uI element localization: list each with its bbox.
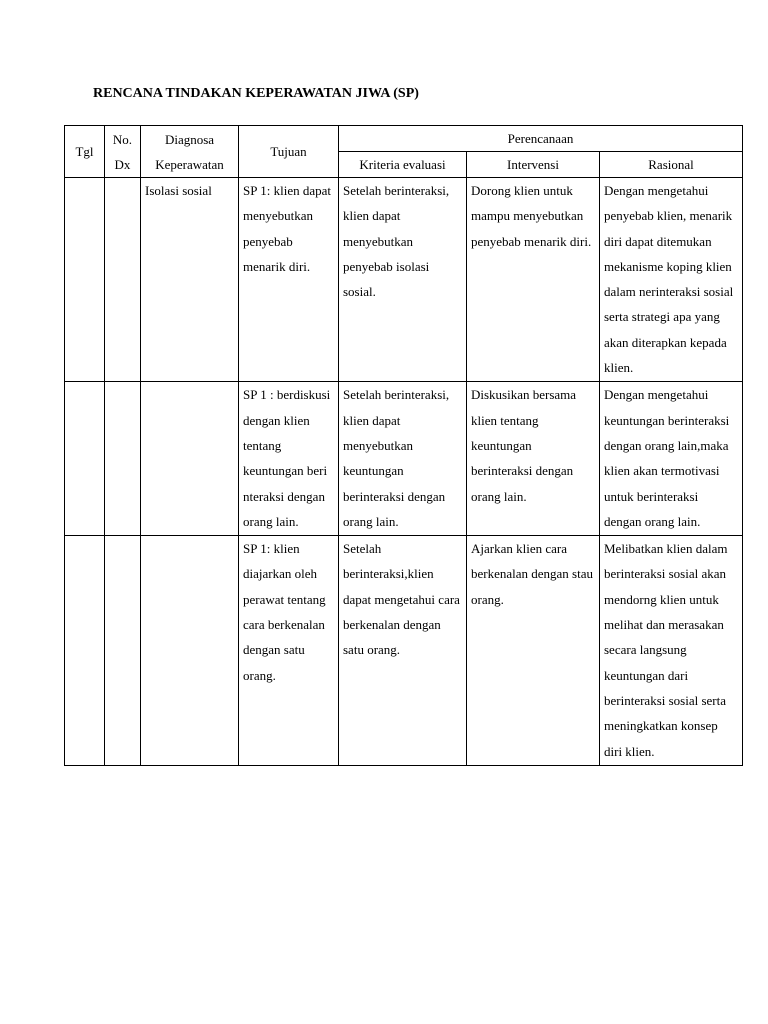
table-header — [65, 126, 743, 178]
cell-intervensi: Diskusikan bersama klien tentang keuntungan berinteraksi dengan orang lain. — [467, 382, 600, 536]
document-title: RENCANA TINDAKAN KEPERAWATAN JIWA (SP) — [93, 86, 419, 101]
cell-tujuan: SP 1 : berdiskusi dengan klien tentang keuntungan beri nteraksi dengan orang lain. — [239, 382, 339, 536]
header-diagnosa-line2: Keperawatan — [155, 156, 224, 172]
cell-diagnosa — [141, 382, 239, 536]
cell-rasional: Dengan mengetahui keuntungan berinteraksi dengan orang lain,maka klien akan termotivasi untuk berinteraksi dengan orang lain. — [600, 382, 743, 536]
cell-tgl — [65, 382, 105, 536]
header-no-dx-line1: No. — [112, 131, 133, 147]
cell-tgl — [65, 536, 105, 766]
header-no-dx — [105, 126, 141, 178]
cell-tujuan: SP 1: klien dapat menyebutkan penyebab menarik diri. — [239, 178, 339, 382]
cell-diagnosa — [141, 536, 239, 766]
header-rasional: Rasional — [600, 152, 743, 178]
header-no-dx-line2: Dx — [114, 156, 131, 172]
cell-no-dx — [105, 178, 141, 382]
cell-tgl — [65, 178, 105, 382]
header-perencanaan: Perencanaan — [339, 126, 743, 152]
cell-rasional: Melibatkan klien dalam berinteraksi sosial akan mendorng klien untuk melihat dan merasakan secara langsung keuntungan dari berinteraksi sosial serta meningkatkan konsep diri klien. — [600, 536, 743, 766]
header-tgl: Tgl — [65, 126, 105, 178]
cell-intervensi: Ajarkan klien cara berkenalan dengan stau orang. — [467, 536, 600, 766]
cell-rasional: Dengan mengetahui penyebab klien, menarik diri dapat ditemukan mekanisme koping klien dalam nerinteraksi sosial serta strategi apa yang akan diterapkan kepada klien. — [600, 178, 743, 382]
header-kriteria: Kriteria evaluasi — [339, 152, 467, 178]
cell-kriteria: Setelah berinteraksi, klien dapat menyebutkan penyebab isolasi sosial. — [339, 178, 467, 382]
care-plan-table — [64, 125, 743, 766]
header-diagnosa — [141, 126, 239, 178]
cell-kriteria: Setelah berinteraksi, klien dapat menyebutkan keuntungan berinteraksi dengan orang lain. — [339, 382, 467, 536]
header-intervensi: Intervensi — [467, 152, 600, 178]
table-row — [65, 536, 743, 766]
table-row — [65, 382, 743, 536]
cell-kriteria: Setelah berinteraksi,klien dapat mengetahui cara berkenalan dengan satu orang. — [339, 536, 467, 766]
cell-intervensi: Dorong klien untuk mampu menyebutkan penyebab menarik diri. — [467, 178, 600, 382]
header-tujuan: Tujuan — [239, 126, 339, 178]
cell-diagnosa: Isolasi sosial — [141, 178, 239, 382]
cell-no-dx — [105, 382, 141, 536]
cell-tujuan: SP 1: klien diajarkan oleh perawat tentang cara berkenalan dengan satu orang. — [239, 536, 339, 766]
table-row — [65, 178, 743, 382]
header-diagnosa-line1: Diagnosa — [164, 131, 215, 147]
cell-no-dx — [105, 536, 141, 766]
